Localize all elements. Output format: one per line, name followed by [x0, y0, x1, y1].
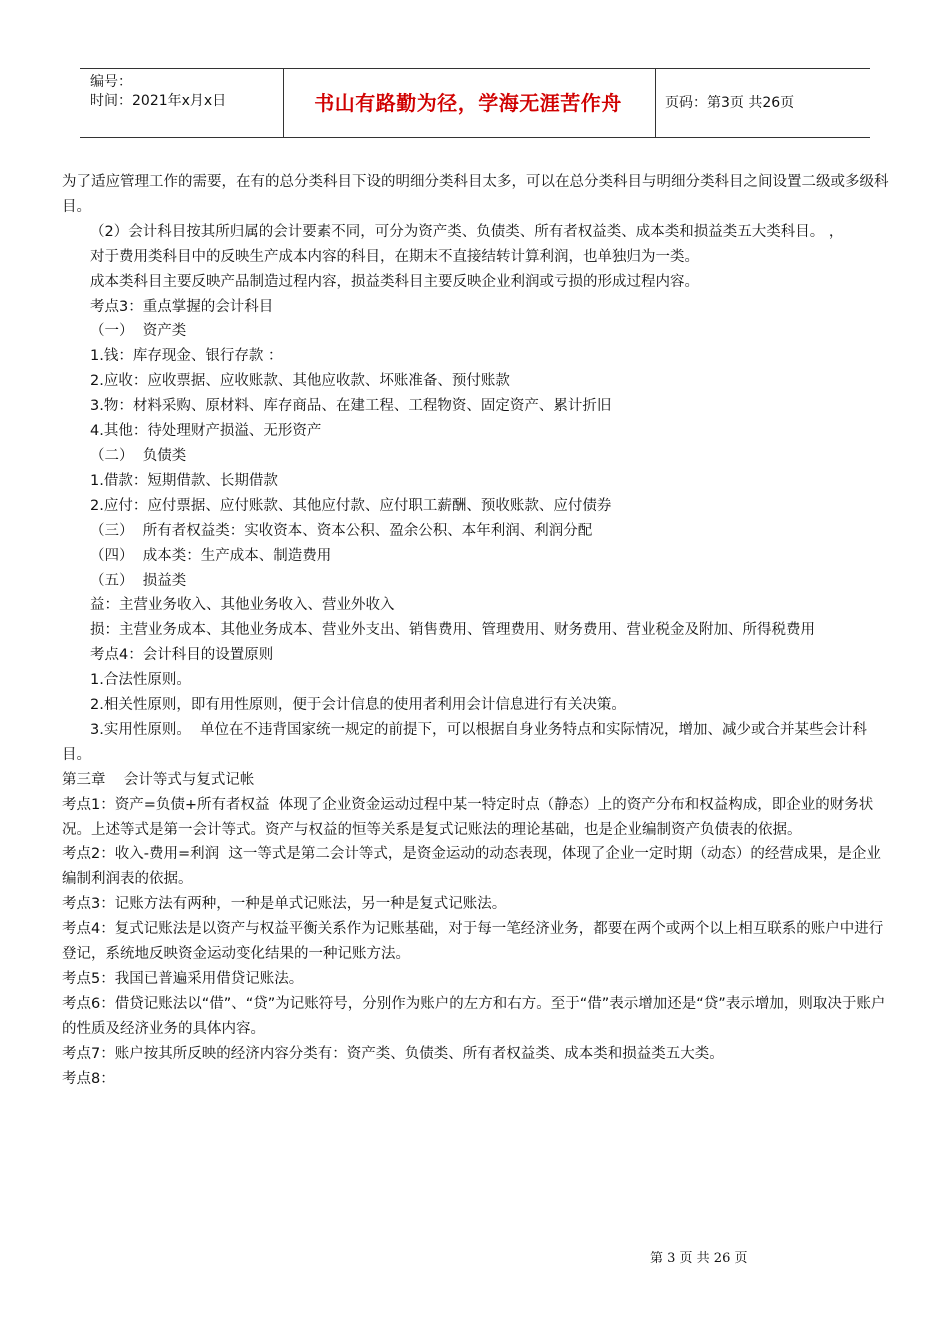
header-meta: [90, 69, 284, 141]
body-paragraph: （五） 损益类: [90, 572, 187, 589]
body-paragraph: 损：主营业务成本、其他业务成本、营业外支出、销售费用、管理费用、财务费用、营业税金及附加、所得税费用: [90, 622, 815, 639]
body-paragraph: 考点2：收入-费用=利润 这一等式是第二会计等式，是资金运动的动态表现，体现了企业一定时期（动态）的经营成果，是企业编制利润表的依据。: [62, 846, 881, 888]
body-paragraph: 第三章 会计等式与复式记帐: [62, 771, 255, 788]
body-paragraph: 为了适应管理工作的需要，在有的总分类科目下设的明细分类科目太多，可以在总分类科目与明细分类科目之间设置二级或多级科目。: [62, 174, 889, 215]
page-header: [80, 68, 870, 138]
header-divider: [655, 69, 656, 137]
body-paragraph: 考点3：记账方法有两种，一种是单式记账法，另一种是复式记账法。: [62, 896, 507, 913]
body-paragraph: 3.实用性原则。 单位在不违背国家统一规定的前提下，可以根据自身业务特点和实际情况，增加、减少或合并某些会计科目。: [62, 721, 868, 763]
body-paragraph: 考点4：会计科目的设置原则: [90, 647, 274, 664]
body-paragraph: 4.其他：待处理财产损溢、无形资产: [90, 423, 322, 440]
body-paragraph: 对于费用类科目中的反映生产成本内容的科目，在期末不直接结转计算利润，也单独归为一类。: [90, 248, 699, 265]
body-paragraph: 益：主营业务收入、其他业务收入、营业外收入: [90, 597, 395, 614]
body-paragraph: 2.应收：应收票据、应收账款、其他应收款、坏账准备、预付账款: [90, 373, 510, 390]
body-paragraph: 3.物：材料采购、原材料、库存商品、在建工程、工程物资、固定资产、累计折旧: [90, 398, 612, 415]
body-paragraph: （2）会计科目按其所归属的会计要素不同，可分为资产类、负债类、所有者权益类、成本类和损益类五大类科目。 ，: [90, 223, 844, 240]
body-paragraph: 考点3：重点掌握的会计科目: [90, 298, 274, 315]
body-paragraph: 1.钱：库存现金、银行存款 ：: [90, 348, 283, 365]
body-paragraph: 考点8：: [62, 1070, 115, 1087]
body-paragraph: 考点1：资产=负债+所有者权益 体现了企业资金运动过程中某一特定时点（静态）上的资产分布和权益构成，即企业的财务状况。上述等式是第一会计等式。资产与权益的恒等关系是复式记账法的理论基础，也是企业编制资产负债表的依据。: [62, 796, 874, 838]
body-paragraph: （一） 资产类: [90, 323, 187, 340]
body-paragraph: 2.相关性原则，即有用性原则，便于会计信息的使用者利用会计信息进行有关决策。: [90, 697, 626, 714]
body-paragraph: （四） 成本类：生产成本、制造费用: [90, 547, 332, 564]
body-paragraph: 成本类科目主要反映产品制造过程内容，损益类科目主要反映企业利润或亏损的形成过程内容。: [90, 273, 699, 290]
body-paragraph: 1.合法性原则。: [90, 672, 191, 689]
document-body: [62, 170, 892, 1092]
body-paragraph: （三） 所有者权益类：实收资本、资本公积、盈余公积、本年利润、利润分配: [90, 522, 593, 539]
document-time-label: 时间：2021年x月x日: [90, 93, 227, 109]
body-paragraph: 考点5：我国已普遍采用借贷记账法。: [62, 971, 304, 987]
body-paragraph: 考点4：复式记账法是以资产与权益平衡关系作为记账基础，对于每一笔经济业务，都要在两个或两个以上相互联系的账户中进行登记，系统地反映资金运动变化结果的一种记账方法。: [62, 921, 884, 963]
header-page-info: 页码：第3页 共26页: [665, 95, 795, 111]
document-number-label: 编号：: [90, 74, 132, 90]
body-paragraph: 考点7：账户按其所反映的经济内容分类有：资产类、负债类、所有者权益类、成本类和损益类五大类。: [62, 1045, 724, 1062]
header-motto: 书山有路勤为径，学海无涯苦作舟: [314, 91, 622, 115]
body-paragraph: （二） 负债类: [90, 447, 187, 464]
body-paragraph: 1.借款：短期借款、长期借款: [90, 472, 278, 489]
body-paragraph: 2.应付：应付票据、应付账款、其他应付款、应付职工薪酬、预收账款、应付债券: [90, 497, 612, 514]
body-paragraph: 考点6：借贷记账法以“借”、“贷”为记账符号，分别作为账户的左方和右方。至于“借”表示增加还是“贷”表示增加，则取决于账户的性质及经济业务的具体内容。: [62, 995, 886, 1037]
page-footer: 第 3 页 共 26 页: [650, 1251, 748, 1266]
